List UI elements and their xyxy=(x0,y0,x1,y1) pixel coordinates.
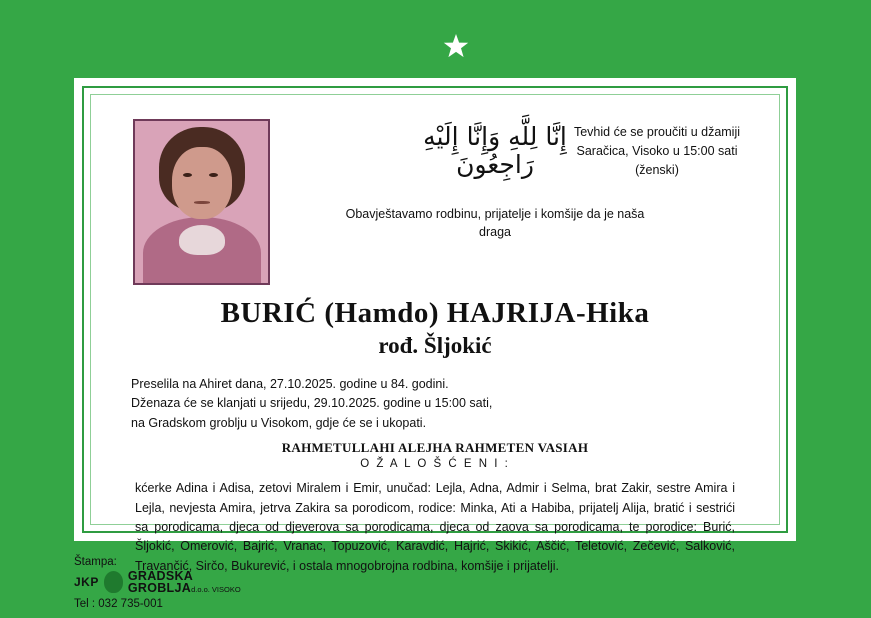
detail-line: na Gradskom groblju u Visokom, gdje će se i ukopati. xyxy=(131,415,427,430)
detail-line: Preselila na Ahiret dana, 27.10.2025. godine u 84. godini. xyxy=(131,377,449,391)
deceased-photo xyxy=(133,119,270,285)
detail-line: Dženaza će se klanjati u srijedu, 29.10.2025. godine u 15:00 sati, xyxy=(131,396,493,411)
logo-company-name xyxy=(128,570,241,596)
printer-footer xyxy=(74,556,494,611)
stampa-label: Štampa: xyxy=(74,555,117,568)
logo-line-2-suffix: d.o.o. VISOKO xyxy=(191,585,241,595)
printer-logo xyxy=(74,570,494,596)
name-block xyxy=(105,297,765,359)
mourners-heading: O Ž A L O Š Ć E N I : xyxy=(360,458,510,471)
mourners-list: kćerke Adina i Adisa, zetovi Miralem i Emir, unučad: Lejla, Adna, Admir i Selma, brat Zakir, sestre Amira i Lejla, nevjesta Amira, jetrva Zakira sa porodicom, rodice: Minka, Ati a Habiba, prijatelj Alija, bratić i sestrići sa porodicama, djeca od djeverova sa porodicama, djeca od zaova sa porodicama, te porodice: Burić, Šljokić, Omerović, Bajrić, Vranac, Topuzović, Karavdić, Hajrić, Skikić, Aščić, Teletović, Zečević, Salković, Travančić, Sirčo, Bukurević, i ostala mnogobrojna rodbina, komšije i prijatelji. xyxy=(135,481,735,573)
printer-phone: Tel : 032 735-001 xyxy=(74,598,163,610)
top-section xyxy=(105,105,765,295)
logo-line-2: GROBLJA xyxy=(127,581,192,596)
arabic-calligraphy: إِنَّا لِلَّهِ وَإِنَّا إِلَيْهِ رَاجِعُونَ xyxy=(423,122,567,179)
logo-line-1: GRADSKA xyxy=(127,568,194,583)
deceased-maiden-name: rođ. Šljokić xyxy=(378,333,492,358)
crescent-and-star-icon xyxy=(0,12,871,74)
deceased-name: BURIĆ (Hamdo) HAJRIJA-Hika xyxy=(220,297,650,329)
funeral-details xyxy=(105,375,765,433)
rahmet-line: RAHMETULLAHI ALEJHA RAHMETEN VASIAH xyxy=(281,440,589,456)
tree-icon xyxy=(104,571,123,593)
tevhid-text: Tevhid će se proučiti u džamiji Saračica, Visoko u 15:00 sati (ženski) xyxy=(573,125,741,177)
announcement-text: Obavještavamo rodbinu, prijatelje i komšije da je naša draga xyxy=(345,207,645,240)
logo-jkp-text: JKP xyxy=(74,575,99,590)
